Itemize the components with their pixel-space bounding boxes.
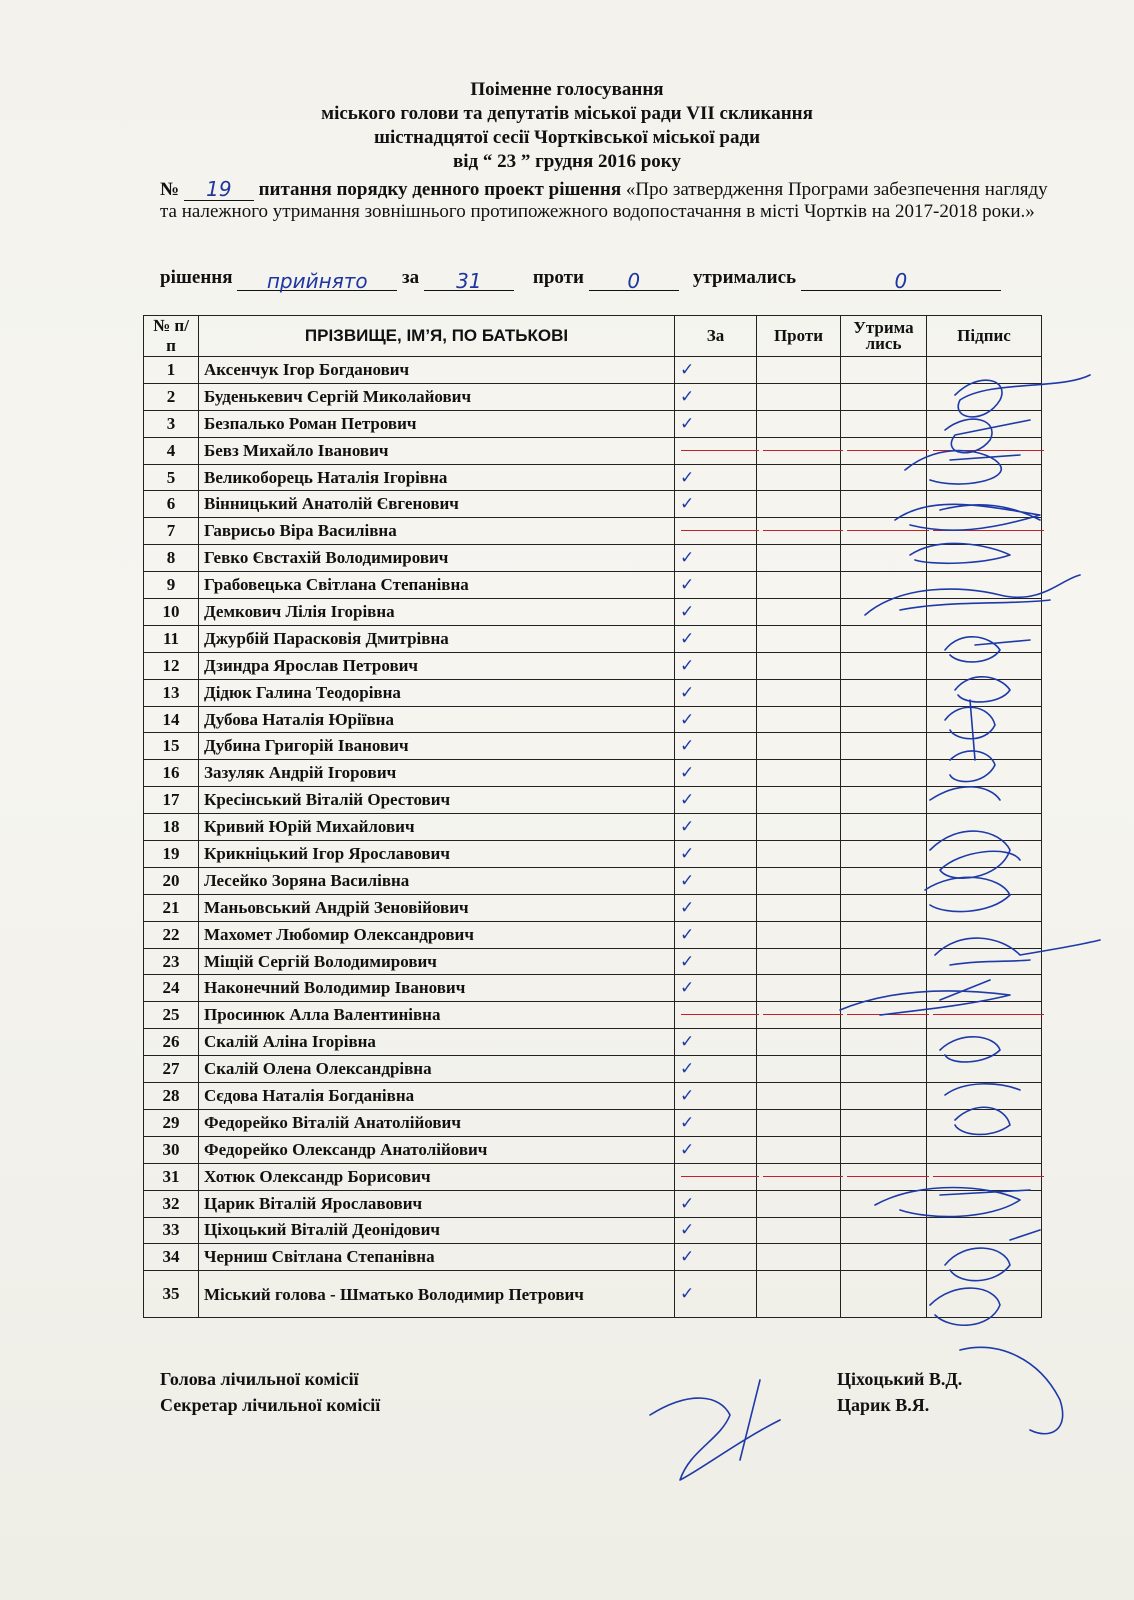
deputy-name: Скалій Олена Олександрівна: [199, 1056, 675, 1083]
deputy-name: Дзиндра Ярослав Петрович: [199, 652, 675, 679]
vote-against-cell: [757, 814, 841, 841]
row-number: 26: [144, 1029, 199, 1056]
table-row: [144, 1029, 1042, 1056]
signature-cell: [927, 760, 1042, 787]
table-row: [144, 894, 1042, 921]
table-row: [144, 706, 1042, 733]
issue-text-bold: питання порядку денного проект рішення: [258, 179, 622, 200]
row-number: 31: [144, 1163, 199, 1190]
deputy-name: Міщій Сергій Володимирович: [199, 948, 675, 975]
vote-abstain-cell: [841, 652, 927, 679]
table-row: [144, 760, 1042, 787]
vote-for-mark: ✓: [675, 841, 757, 868]
table-row: [144, 1136, 1042, 1163]
deputy-name: Федорейко Віталій Анатолійович: [199, 1109, 675, 1136]
vote-for-mark: ✓: [675, 814, 757, 841]
vote-for-mark: ✓: [675, 464, 757, 491]
vote-against-cell: [757, 491, 841, 518]
signature-cell: [927, 814, 1042, 841]
table-row: [144, 652, 1042, 679]
vote-against-cell: [757, 1029, 841, 1056]
header-title: Поіменне голосування: [470, 79, 664, 100]
signature-cell: [927, 733, 1042, 760]
row-number: 5: [144, 464, 199, 491]
row-number: 30: [144, 1136, 199, 1163]
row-number: 4: [144, 437, 199, 464]
vote-abstain-cell: [841, 357, 927, 384]
vote-abstain-cell: [841, 867, 927, 894]
signature-cell: [927, 921, 1042, 948]
deputy-name: Дідюк Галина Теодорівна: [199, 679, 675, 706]
abstain-label: утримались: [692, 267, 797, 288]
deputy-name: Наконечний Володимир Іванович: [199, 975, 675, 1002]
vote-abstain-cell: [841, 1136, 927, 1163]
decision-value: прийнято: [237, 268, 397, 291]
signature-cell: [927, 1136, 1042, 1163]
absent-strike: [927, 1002, 1042, 1029]
signature-cell: [927, 1190, 1042, 1217]
vote-for-mark: ✓: [675, 1271, 757, 1318]
secretary-label: Секретар лічильної комісії: [160, 1395, 381, 1415]
signature-cell: [927, 599, 1042, 626]
header-no: № п/п: [144, 316, 199, 357]
deputy-name: Гевко Євстахій Володимирович: [199, 545, 675, 572]
vote-abstain-cell: [841, 410, 927, 437]
row-number: 16: [144, 760, 199, 787]
vote-against-cell: [757, 760, 841, 787]
table-row: [144, 491, 1042, 518]
table-row: [144, 518, 1042, 545]
signature-cell: [927, 948, 1042, 975]
vote-for-mark: ✓: [675, 1056, 757, 1083]
header-abstain: Утрима лись: [841, 316, 927, 357]
vote-for-mark: ✓: [675, 733, 757, 760]
vote-against-cell: [757, 625, 841, 652]
table-row: [144, 410, 1042, 437]
row-number: 6: [144, 491, 199, 518]
vote-abstain-cell: [841, 894, 927, 921]
row-number: 9: [144, 572, 199, 599]
decision-label: рішення: [160, 267, 233, 288]
header-subtitle: міського голови та депутатів міської ради VII скликання: [321, 103, 813, 124]
vote-against-cell: [757, 1217, 841, 1244]
absent-strike: [841, 1002, 927, 1029]
vote-abstain-cell: [841, 625, 927, 652]
table-row: [144, 814, 1042, 841]
row-number: 13: [144, 679, 199, 706]
vote-for-mark: ✓: [675, 867, 757, 894]
deputy-name: Царик Віталій Ярославович: [199, 1190, 675, 1217]
vote-abstain-cell: [841, 921, 927, 948]
deputy-name: Просинюк Алла Валентинівна: [199, 1002, 675, 1029]
vote-abstain-cell: [841, 1083, 927, 1110]
row-number: 1: [144, 357, 199, 384]
row-number: 32: [144, 1190, 199, 1217]
absent-strike: [841, 518, 927, 545]
row-number: 35: [144, 1271, 199, 1318]
signature-cell: [927, 1217, 1042, 1244]
row-number: 7: [144, 518, 199, 545]
header-session: шістнадцятої сесії Чортківської міської ради: [373, 127, 761, 148]
signature-cell: [927, 787, 1042, 814]
row-number: 10: [144, 599, 199, 626]
row-number: 27: [144, 1056, 199, 1083]
vote-against-cell: [757, 1109, 841, 1136]
vote-for-mark: ✓: [675, 975, 757, 1002]
row-number: 23: [144, 948, 199, 975]
table-row: [144, 948, 1042, 975]
absent-strike: [757, 437, 841, 464]
deputy-name: Демкович Лілія Ігорівна: [199, 599, 675, 626]
table-row: [144, 357, 1042, 384]
vote-against-cell: [757, 706, 841, 733]
signature-cell: [927, 975, 1042, 1002]
vote-for-mark: ✓: [675, 706, 757, 733]
vote-for-mark: ✓: [675, 357, 757, 384]
vote-against-cell: [757, 1190, 841, 1217]
signature-cell: [927, 1109, 1042, 1136]
row-number: 11: [144, 625, 199, 652]
vote-abstain-cell: [841, 1217, 927, 1244]
vote-abstain-cell: [841, 814, 927, 841]
vote-against-cell: [757, 383, 841, 410]
document-header: [0, 78, 1134, 174]
vote-for-mark: ✓: [675, 1083, 757, 1110]
vote-against-cell: [757, 733, 841, 760]
table-body: [144, 357, 1042, 1318]
deputy-name: Кресінський Віталій Орестович: [199, 787, 675, 814]
against-label: проти: [532, 267, 584, 288]
signature-cell: [927, 357, 1042, 384]
issue-text: «Про затвердження Програми забезпечення нагляду та належного утримання зовнішнього протипожежного водопостачання в місті Чортків на 2017-2018 роки.»: [160, 179, 1048, 222]
table-row: [144, 572, 1042, 599]
table-header-row: [144, 316, 1042, 357]
deputy-name: Дубова Наталія Юріївна: [199, 706, 675, 733]
deputy-name: Безпалько Роман Петрович: [199, 410, 675, 437]
absent-strike: [841, 437, 927, 464]
table-row: [144, 437, 1042, 464]
vote-abstain-cell: [841, 975, 927, 1002]
absent-strike: [757, 1002, 841, 1029]
deputy-name: Джурбій Парасковія Дмитрівна: [199, 625, 675, 652]
signature-cell: [927, 625, 1042, 652]
deputy-name: Грабовецька Світлана Степанівна: [199, 572, 675, 599]
vote-for-mark: ✓: [675, 894, 757, 921]
row-number: 18: [144, 814, 199, 841]
table-row: [144, 1244, 1042, 1271]
absent-strike: [927, 1163, 1042, 1190]
signature-cell: [927, 867, 1042, 894]
table-row: [144, 787, 1042, 814]
vote-abstain-cell: [841, 464, 927, 491]
vote-against-cell: [757, 357, 841, 384]
table-row: [144, 1083, 1042, 1110]
row-number: 15: [144, 733, 199, 760]
deputy-name: Гаврисьо Віра Василівна: [199, 518, 675, 545]
vote-for-mark: ✓: [675, 1217, 757, 1244]
row-number: 20: [144, 867, 199, 894]
table-row: [144, 921, 1042, 948]
row-number: 14: [144, 706, 199, 733]
deputy-name: Вінницький Анатолій Євгенович: [199, 491, 675, 518]
vote-against-cell: [757, 948, 841, 975]
vote-abstain-cell: [841, 679, 927, 706]
vote-for-mark: ✓: [675, 625, 757, 652]
vote-for-mark: ✓: [675, 410, 757, 437]
signature-cell: [927, 841, 1042, 868]
vote-for-mark: ✓: [675, 1029, 757, 1056]
vote-against-cell: [757, 464, 841, 491]
table-row: [144, 599, 1042, 626]
deputy-name: Федорейко Олександр Анатолійович: [199, 1136, 675, 1163]
vote-against-cell: [757, 1136, 841, 1163]
row-number: 21: [144, 894, 199, 921]
vote-against-cell: [757, 921, 841, 948]
deputy-name: Великоборець Наталія Ігорівна: [199, 464, 675, 491]
row-number: 24: [144, 975, 199, 1002]
deputy-name: Скалій Аліна Ігорівна: [199, 1029, 675, 1056]
vote-abstain-cell: [841, 1190, 927, 1217]
row-number: 17: [144, 787, 199, 814]
deputy-name: Сєдова Наталія Богданівна: [199, 1083, 675, 1110]
against-value: 0: [589, 268, 679, 291]
vote-against-cell: [757, 841, 841, 868]
signature-cell: [927, 545, 1042, 572]
vote-for-mark: ✓: [675, 1136, 757, 1163]
table-row: [144, 1190, 1042, 1217]
table-row: [144, 545, 1042, 572]
deputy-name: Аксенчук Ігор Богданович: [199, 357, 675, 384]
table-row: [144, 1163, 1042, 1190]
commission-footer: [160, 1366, 980, 1418]
row-number: 8: [144, 545, 199, 572]
deputy-name: Дубина Григорій Іванович: [199, 733, 675, 760]
vote-abstain-cell: [841, 760, 927, 787]
deputy-name: Черниш Світлана Степанівна: [199, 1244, 675, 1271]
header-date: від “ 23 ” грудня 2016 року: [453, 151, 681, 172]
vote-against-cell: [757, 1056, 841, 1083]
vote-abstain-cell: [841, 787, 927, 814]
vote-abstain-cell: [841, 1109, 927, 1136]
vote-for-mark: ✓: [675, 948, 757, 975]
for-value: 31: [424, 268, 514, 291]
signature-cell: [927, 706, 1042, 733]
deputy-name: Ціхоцький Віталій Деонідович: [199, 1217, 675, 1244]
vote-against-cell: [757, 975, 841, 1002]
vote-against-cell: [757, 1244, 841, 1271]
absent-strike: [841, 1163, 927, 1190]
table-row: [144, 679, 1042, 706]
signature-cell: [927, 1244, 1042, 1271]
signature-cell: [927, 1056, 1042, 1083]
vote-against-cell: [757, 545, 841, 572]
vote-abstain-cell: [841, 1244, 927, 1271]
deputy-name: Буденькевич Сергій Миколайович: [199, 383, 675, 410]
header-signature: Підпис: [927, 316, 1042, 357]
row-number: 29: [144, 1109, 199, 1136]
absent-strike: [927, 518, 1042, 545]
row-number: 3: [144, 410, 199, 437]
row-number: 2: [144, 383, 199, 410]
deputy-name: Зазуляк Андрій Ігорович: [199, 760, 675, 787]
vote-for-mark: ✓: [675, 491, 757, 518]
signature-cell: [927, 679, 1042, 706]
row-number: 12: [144, 652, 199, 679]
signature-cell: [927, 572, 1042, 599]
absent-strike: [757, 518, 841, 545]
issue-description: [160, 178, 1060, 223]
table-row: [144, 1217, 1042, 1244]
row-number: 34: [144, 1244, 199, 1271]
abstain-value: 0: [801, 268, 1001, 291]
vote-abstain-cell: [841, 841, 927, 868]
vote-against-cell: [757, 894, 841, 921]
absent-strike: [927, 437, 1042, 464]
row-number: 33: [144, 1217, 199, 1244]
vote-for-mark: ✓: [675, 921, 757, 948]
header-for: За: [675, 316, 757, 357]
vote-for-mark: ✓: [675, 760, 757, 787]
signature-cell: [927, 491, 1042, 518]
row-number: 28: [144, 1083, 199, 1110]
deputy-name: Хотюк Олександр Борисович: [199, 1163, 675, 1190]
table-row: [144, 1002, 1042, 1029]
vote-against-cell: [757, 867, 841, 894]
secretary-name: Царик В.Я.: [837, 1395, 930, 1415]
header-name: ПРІЗВИЩЕ, ІМ’Я, ПО БАТЬКОВІ: [199, 316, 675, 357]
signature-cell: [927, 894, 1042, 921]
issue-no-value: 19: [184, 178, 254, 201]
vote-for-mark: ✓: [675, 572, 757, 599]
signature-cell: [927, 410, 1042, 437]
vote-for-mark: ✓: [675, 545, 757, 572]
row-number: 19: [144, 841, 199, 868]
signature-cell: [927, 1029, 1042, 1056]
vote-abstain-cell: [841, 706, 927, 733]
absent-strike: [757, 1163, 841, 1190]
absent-strike: [675, 437, 757, 464]
deputy-name: Крикніцький Ігор Ярославович: [199, 841, 675, 868]
table-row: [144, 975, 1042, 1002]
deputy-name: Махомет Любомир Олександрович: [199, 921, 675, 948]
table-row: [144, 867, 1042, 894]
vote-abstain-cell: [841, 599, 927, 626]
vote-abstain-cell: [841, 1271, 927, 1318]
vote-against-cell: [757, 572, 841, 599]
deputy-name: Маньовський Андрій Зеновійович: [199, 894, 675, 921]
vote-against-cell: [757, 787, 841, 814]
table-row: [144, 1056, 1042, 1083]
vote-for-mark: ✓: [675, 1244, 757, 1271]
vote-result-line: [160, 265, 1060, 291]
absent-strike: [675, 1163, 757, 1190]
vote-against-cell: [757, 679, 841, 706]
vote-for-mark: ✓: [675, 652, 757, 679]
vote-against-cell: [757, 1271, 841, 1318]
vote-abstain-cell: [841, 572, 927, 599]
vote-against-cell: [757, 1083, 841, 1110]
vote-against-cell: [757, 599, 841, 626]
absent-strike: [675, 518, 757, 545]
vote-against-cell: [757, 410, 841, 437]
vote-for-mark: ✓: [675, 679, 757, 706]
vote-for-mark: ✓: [675, 383, 757, 410]
signature-cell: [927, 383, 1042, 410]
vote-abstain-cell: [841, 491, 927, 518]
vote-abstain-cell: [841, 1056, 927, 1083]
deputy-name: Міський голова - Шматько Володимир Петрович: [199, 1271, 675, 1318]
row-number: 25: [144, 1002, 199, 1029]
signature-cell: [927, 652, 1042, 679]
deputy-name: Лесейко Зоряна Василівна: [199, 867, 675, 894]
roll-call-table: [143, 315, 1042, 1318]
vote-abstain-cell: [841, 1029, 927, 1056]
vote-for-mark: ✓: [675, 599, 757, 626]
signature-cell: [927, 1271, 1042, 1318]
table-row: [144, 383, 1042, 410]
deputy-name: Кривий Юрій Михайлович: [199, 814, 675, 841]
vote-abstain-cell: [841, 383, 927, 410]
issue-no-label: №: [160, 179, 180, 200]
signature-cell: [927, 1083, 1042, 1110]
header-against: Проти: [757, 316, 841, 357]
for-label: за: [402, 267, 420, 288]
vote-abstain-cell: [841, 948, 927, 975]
vote-for-mark: ✓: [675, 787, 757, 814]
table-row: [144, 1271, 1042, 1318]
vote-against-cell: [757, 652, 841, 679]
row-number: 22: [144, 921, 199, 948]
signature-cell: [927, 464, 1042, 491]
table-row: [144, 733, 1042, 760]
absent-strike: [675, 1002, 757, 1029]
vote-for-mark: ✓: [675, 1190, 757, 1217]
chair-label: Голова лічильної комісії: [160, 1369, 359, 1389]
vote-for-mark: ✓: [675, 1109, 757, 1136]
chair-name: Ціхоцький В.Д.: [837, 1369, 963, 1389]
table-row: [144, 464, 1042, 491]
vote-abstain-cell: [841, 545, 927, 572]
table-row: [144, 625, 1042, 652]
table-row: [144, 841, 1042, 868]
table-row: [144, 1109, 1042, 1136]
deputy-name: Бевз Михайло Іванович: [199, 437, 675, 464]
vote-abstain-cell: [841, 733, 927, 760]
